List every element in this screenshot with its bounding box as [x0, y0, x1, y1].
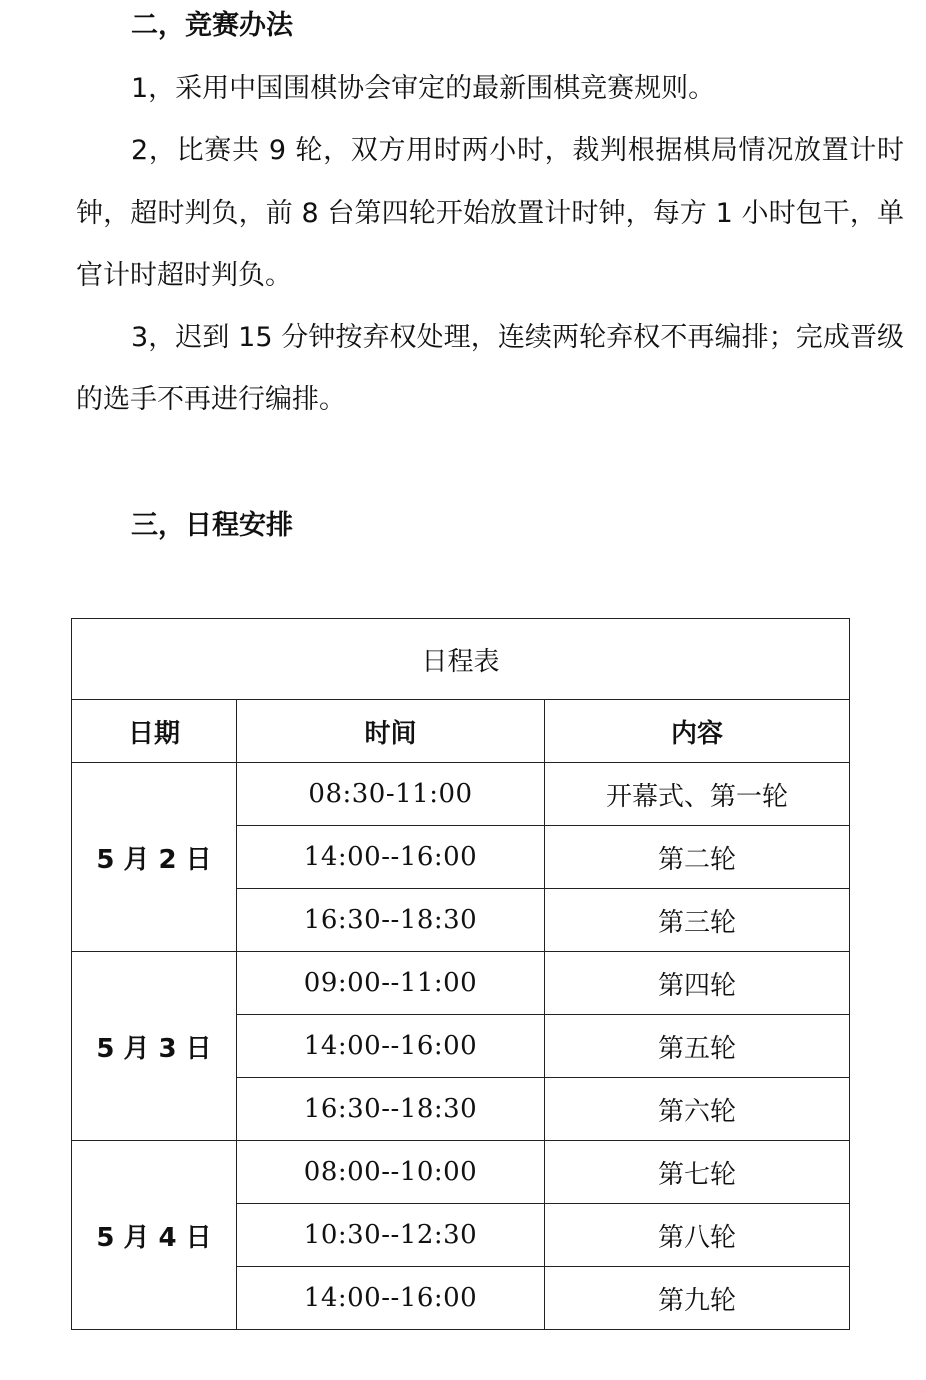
table-row	[72, 763, 850, 826]
rule-3-line-1: 3，迟到 15 分钟按弃权处理，连续两轮弃权不再编排；完成晋级	[131, 322, 904, 353]
time-cell: 10:30--12:30	[237, 1204, 545, 1267]
rule-2-line-1: 2，比赛共 9 轮，双方用时两小时，裁判根据棋局情况放置计时	[131, 135, 904, 166]
time-cell: 09:00--11:00	[237, 952, 545, 1015]
column-header-content: 内容	[545, 700, 850, 763]
rule-1-text: 1，采用中国围棋协会审定的最新围棋竞赛规则。	[131, 73, 716, 104]
time-cell: 14:00--16:00	[237, 1267, 545, 1330]
table-row	[72, 952, 850, 1015]
schedule-table	[71, 618, 850, 1330]
time-cell: 16:30--18:30	[237, 1078, 545, 1141]
section-3-heading: 三，日程安排	[131, 510, 293, 541]
schedule-title-row	[72, 619, 850, 700]
column-header-date: 日期	[72, 700, 237, 763]
time-cell: 08:00--10:00	[237, 1141, 545, 1204]
time-cell: 16:30--18:30	[237, 889, 545, 952]
date-cell: 5 月 4 日	[72, 1141, 237, 1330]
date-cell: 5 月 2 日	[72, 763, 237, 952]
time-cell: 08:30-11:00	[237, 763, 545, 826]
schedule-header-row	[72, 700, 850, 763]
rule-2-line-2: 钟，超时判负，前 8 台第四轮开始放置计时钟，每方 1 小时包干，单	[76, 198, 904, 229]
content-cell: 第二轮	[545, 826, 850, 889]
date-cell: 5 月 3 日	[72, 952, 237, 1141]
content-cell: 第八轮	[545, 1204, 850, 1267]
content-cell: 第七轮	[545, 1141, 850, 1204]
rule-2-line-3: 官计时超时判负。	[76, 260, 292, 291]
schedule-title: 日程表	[72, 619, 850, 700]
rule-3-line-2: 的选手不再进行编排。	[76, 384, 346, 415]
time-cell: 14:00--16:00	[237, 1015, 545, 1078]
table-row	[72, 1141, 850, 1204]
content-cell: 开幕式、第一轮	[545, 763, 850, 826]
content-cell: 第三轮	[545, 889, 850, 952]
content-cell: 第五轮	[545, 1015, 850, 1078]
section-2-heading: 二，竞赛办法	[131, 10, 293, 41]
content-cell: 第四轮	[545, 952, 850, 1015]
content-cell: 第九轮	[545, 1267, 850, 1330]
time-cell: 14:00--16:00	[237, 826, 545, 889]
content-cell: 第六轮	[545, 1078, 850, 1141]
column-header-time: 时间	[237, 700, 545, 763]
